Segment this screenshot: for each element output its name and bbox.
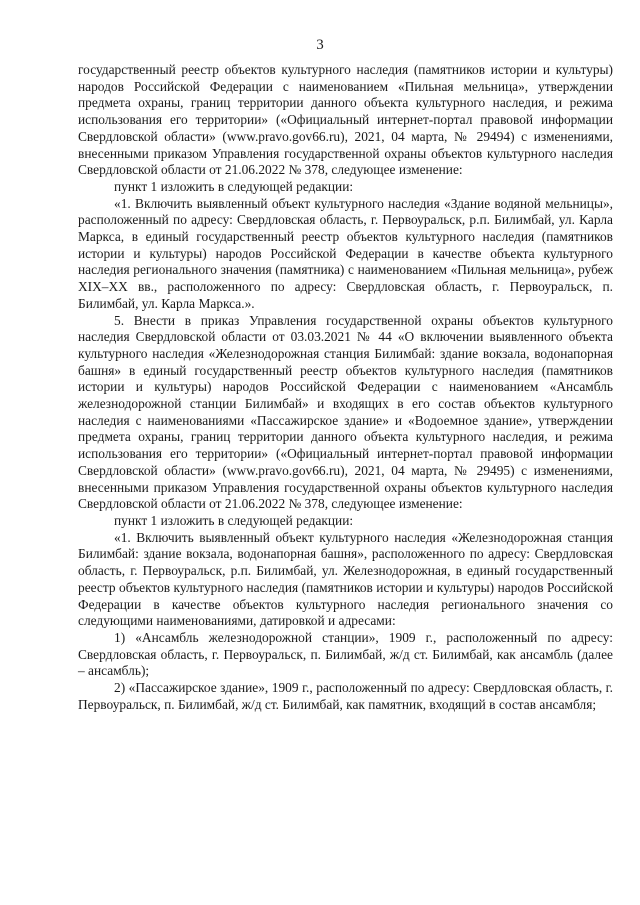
document-body [78, 62, 613, 713]
paragraph-subitem-2: 2) «Пассажирское здание», 1909 г., расположенный по адресу: Свердловская область, г. Первоуральск, п. Билимбай, ж/д ст. Билимбай, как памятник, входящий в состав ансамбля; [78, 680, 613, 712]
paragraph-point1-text: «1. Включить выявленный объект культурного наследия «Здание водяной мельницы», расположенный по адресу: Свердловская область, г. Первоуральск, р.п. Билимбай, ул. Карла Маркса, в единый государственный реестр объектов культурного наследия (памятников истории и культуры) народов Российской Федерации в качестве объекта культурного наследия регионального значения (памятника) с наименованием «Пильная мельница», рубеж XIX–XX вв., расположенного по адресу: Свердловская область, г. Первоуральск, п. Билимбай, ул. Карла Маркса.». [78, 195, 613, 311]
page-number: 3 [316, 37, 324, 53]
paragraph-point1-instruction-2: пункт 1 изложить в следующей редакции: [114, 512, 354, 528]
paragraph-continuation: государственный реестр объектов культурного наследия (памятников истории и культуры) народов Российской Федерации с наименованием «Пильная мельница», утверждении предмета охраны, границ территории данного объекта культурного наследия, и режима использования его территории» («Официальный интернет-портал правовой информации Свердловской области» (www.pravo.gov66.ru), 2021, 04 марта, № 29494) с изменениями, внесенными приказом Управления государственной охраны объектов культурного наследия Свердловской области от 21.06.2022 № 378, следующее изменение: [78, 62, 613, 178]
paragraph-item5: 5. Внести в приказ Управления государственной охраны объектов культурного наследия Свердловской области от 03.03.2021 № 44 «О включении выявленного объекта культурного наследия «Железнодорожная станция Билимбай: здание вокзала, водонапорная башня» в единый государственный реестр объектов культурного наследия (памятников истории и культуры) народов Российской Федерации с наименованием «Ансамбль железнодорожной станции Билимбай» и входящих в его состав объектов культурного наследия с наименованиями «Пассажирское здание» и «Водоемное здание», утверждении предмета охраны, границ территории данного объекта культурного наследия, и режима использования его территории» («Официальный интернет-портал правовой информации Свердловской области» (www.pravo.gov66.ru), 2021, 04 марта, № 29495) с изменениями, внесенными приказом Управления государственной охраны объектов культурного наследия Свердловской области от 21.06.2022 № 378, следующее изменение: [78, 312, 613, 512]
paragraph-subitem-1: 1) «Ансамбль железнодорожной станции», 1909 г., расположенный по адресу: Свердловская область, г. Первоуральск, п. Билимбай, ж/д ст. Билимбай, как ансамбль (далее – ансамбль); [78, 629, 613, 679]
paragraph-point1-instruction: пункт 1 изложить в следующей редакции: [114, 178, 354, 194]
paragraph-point1-text-2: «1. Включить выявленный объект культурного наследия «Железнодорожная станция Билимбай: здание вокзала, водонапорная башня», расположенного по адресу: Свердловская область, г. Первоуральск, р.п. Билимбай, ул. Железнодорожная, в единый государственный реестр объектов культурного наследия (памятников истории и культуры) народов Российской Федерации в качестве объектов культурного наследия регионального значения со следующими наименованиями, датировкой и адресами: [78, 529, 613, 629]
